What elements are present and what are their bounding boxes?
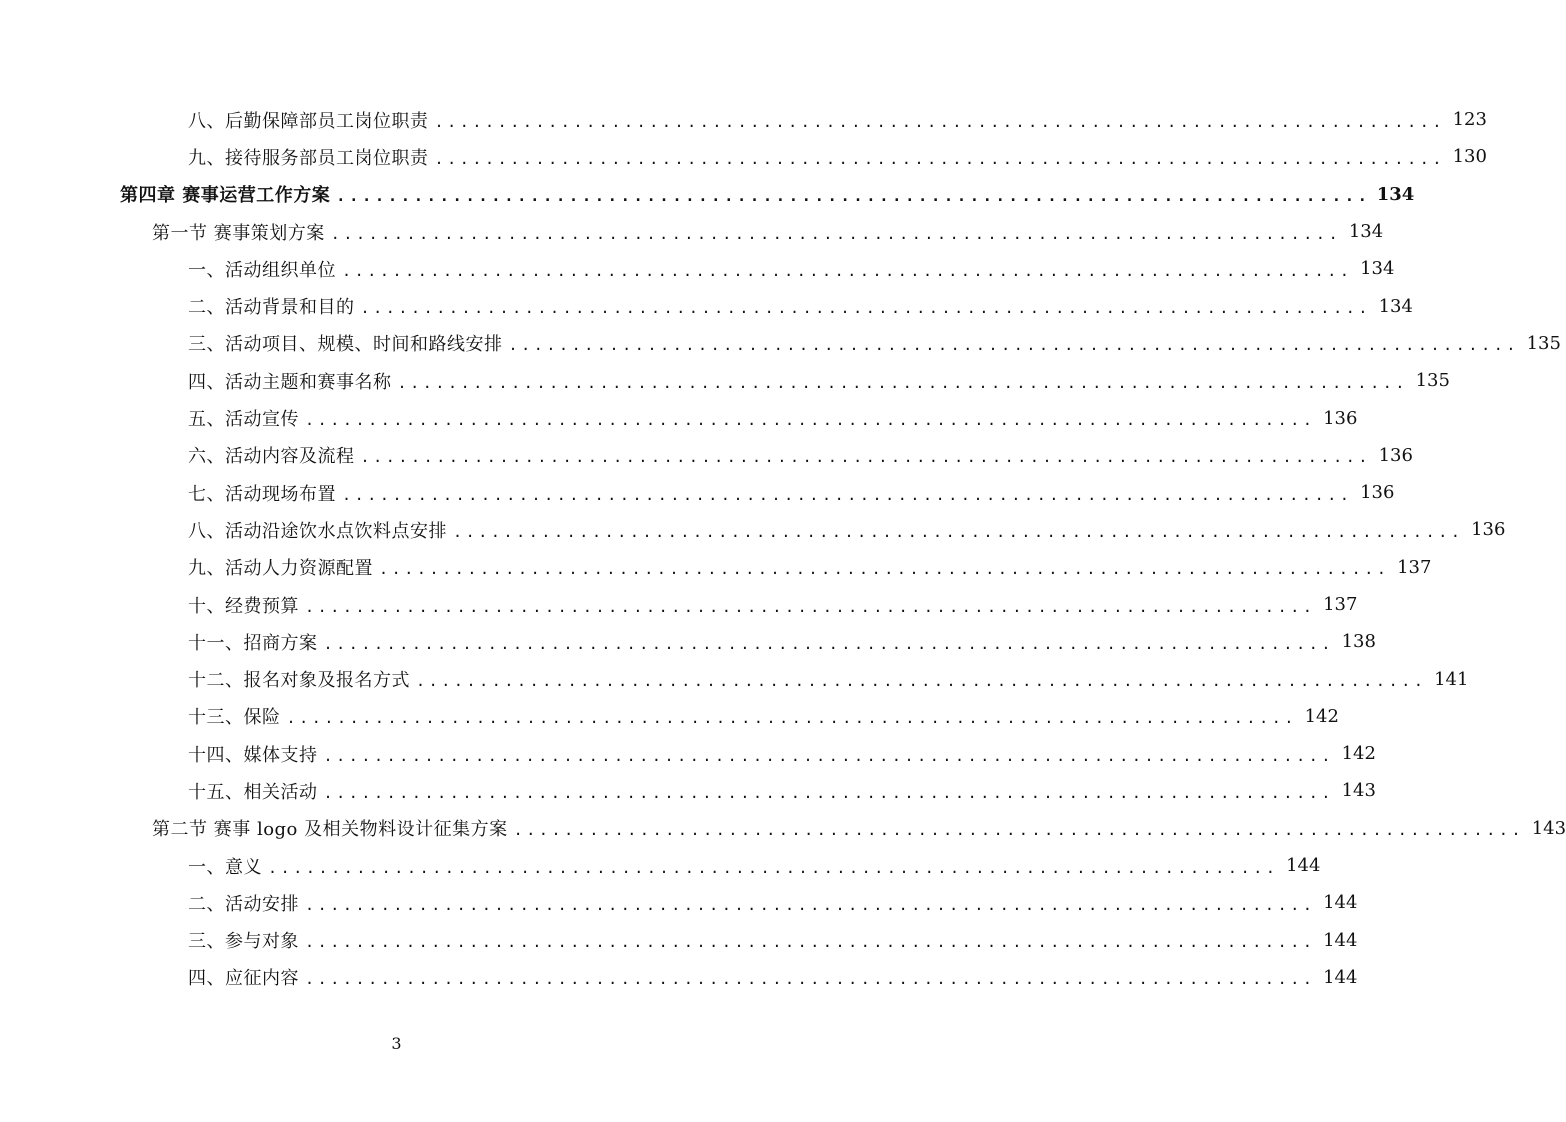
toc-entry[interactable]: [0, 325, 1561, 362]
toc-entry-title: 七、活动现场布置: [188, 483, 336, 505]
table-of-contents: [0, 101, 1566, 996]
toc-entry-title: 第二节 赛事 logo 及相关物料设计征集方案: [152, 819, 508, 841]
toc-entry[interactable]: [0, 287, 1413, 324]
toc-entry[interactable]: [0, 511, 1506, 548]
page-number: 3: [391, 1034, 402, 1053]
toc-dot-leader: ................................................................................: [360, 299, 1371, 318]
toc-entry[interactable]: [0, 847, 1321, 884]
toc-dot-leader: ................................................................................: [286, 709, 1297, 728]
toc-entry-title: 三、参与对象: [188, 931, 299, 953]
toc-entry[interactable]: [0, 586, 1358, 623]
toc-entry-title: 十二、报名对象及报名方式: [188, 670, 410, 692]
toc-dot-leader: ................................................................................: [342, 261, 1353, 280]
toc-entry-page: 135: [1526, 332, 1561, 354]
toc-dot-leader: ................................................................................: [513, 821, 1525, 840]
toc-entry[interactable]: [0, 213, 1384, 250]
toc-dot-leader: ................................................................................: [453, 522, 1464, 541]
toc-dot-leader: ................................................................................: [268, 858, 1279, 877]
toc-dot-leader: ................................................................................: [330, 224, 1342, 243]
toc-entry-page: 137: [1397, 556, 1432, 578]
toc-entry-page: 136: [1471, 519, 1506, 541]
toc-dot-leader: ................................................................................: [305, 895, 1316, 914]
toc-entry[interactable]: [0, 735, 1376, 772]
toc-dot-leader: ................................................................................: [305, 597, 1316, 616]
toc-entry[interactable]: [0, 474, 1395, 511]
toc-entry[interactable]: [0, 250, 1395, 287]
toc-entry[interactable]: [0, 698, 1339, 735]
toc-dot-leader: ................................................................................: [379, 560, 1390, 579]
toc-entry-title: 五、活动宣传: [188, 409, 299, 431]
toc-dot-leader: ................................................................................: [305, 411, 1316, 430]
toc-entry-page: 123: [1452, 109, 1487, 131]
toc-entry[interactable]: [0, 772, 1376, 809]
toc-entry[interactable]: [0, 660, 1469, 697]
toc-entry-page: 144: [1323, 929, 1358, 951]
toc-dot-leader: ................................................................................: [305, 970, 1316, 989]
toc-entry-page: 144: [1323, 892, 1358, 914]
toc-dot-leader: ................................................................................: [342, 485, 1353, 504]
toc-entry-page: 142: [1341, 743, 1376, 765]
toc-entry-page: 144: [1286, 855, 1321, 877]
toc-entry-title: 四、应征内容: [188, 968, 299, 990]
toc-entry-page: 136: [1378, 444, 1413, 466]
toc-entry-page: 134: [1376, 183, 1415, 205]
toc-entry-title: 十三、保险: [188, 707, 281, 729]
toc-dot-leader: ................................................................................: [323, 634, 1334, 653]
toc-entry-page: 134: [1348, 221, 1384, 243]
toc-entry-title: 八、后勤保障部员工岗位职责: [188, 110, 429, 132]
toc-entry-page: 138: [1341, 631, 1376, 653]
toc-dot-leader: ................................................................................: [434, 112, 1445, 131]
toc-entry-page: 134: [1378, 295, 1413, 317]
toc-entry-title: 第四章 赛事运营工作方案: [120, 185, 331, 207]
toc-entry-title: 九、活动人力资源配置: [188, 558, 373, 580]
toc-entry-page: 135: [1415, 370, 1450, 392]
toc-entry[interactable]: [0, 623, 1376, 660]
toc-dot-leader: ................................................................................: [508, 336, 1519, 355]
toc-entry-page: 136: [1323, 407, 1358, 429]
toc-entry-page: 142: [1304, 705, 1339, 727]
toc-dot-leader: ................................................................................: [416, 672, 1427, 691]
toc-entry[interactable]: [0, 922, 1358, 959]
toc-entry[interactable]: [0, 810, 1566, 847]
toc-entry-title: 十四、媒体支持: [188, 744, 318, 766]
toc-entry-title: 一、意义: [188, 856, 262, 878]
toc-entry-title: 二、活动背景和目的: [188, 297, 355, 319]
toc-entry-title: 二、活动安排: [188, 893, 299, 915]
toc-entry[interactable]: [0, 437, 1413, 474]
toc-entry-page: 136: [1360, 482, 1395, 504]
toc-dot-leader: ................................................................................: [336, 187, 1371, 206]
toc-entry[interactable]: [0, 549, 1432, 586]
toc-dot-leader: ................................................................................: [434, 149, 1445, 168]
toc-entry-title: 八、活动沿途饮水点饮料点安排: [188, 520, 447, 542]
toc-dot-leader: ................................................................................: [323, 746, 1334, 765]
toc-entry[interactable]: [0, 399, 1358, 436]
toc-entry-page: 130: [1452, 146, 1487, 168]
toc-entry-title: 九、接待服务部员工岗位职责: [188, 147, 429, 169]
toc-dot-leader: ................................................................................: [397, 373, 1408, 392]
toc-entry-title: 六、活动内容及流程: [188, 446, 355, 468]
toc-entry-title: 十、经费预算: [188, 595, 299, 617]
toc-entry-title: 四、活动主题和赛事名称: [188, 371, 392, 393]
toc-entry-page: 143: [1341, 780, 1376, 802]
toc-entry[interactable]: [0, 138, 1487, 175]
toc-entry-page: 143: [1531, 817, 1566, 839]
toc-dot-leader: ................................................................................: [360, 448, 1371, 467]
toc-entry-page: 144: [1323, 966, 1358, 988]
toc-dot-leader: ................................................................................: [323, 783, 1334, 802]
toc-entry-title: 十一、招商方案: [188, 632, 318, 654]
toc-entry[interactable]: [0, 959, 1358, 996]
toc-entry[interactable]: [0, 362, 1450, 399]
toc-entry-title: 一、活动组织单位: [188, 259, 336, 281]
toc-entry[interactable]: [0, 884, 1358, 921]
toc-entry-page: 137: [1323, 594, 1358, 615]
toc-entry-title: 十五、相关活动: [188, 781, 318, 803]
toc-entry[interactable]: [0, 176, 1415, 213]
toc-entry-page: 134: [1360, 258, 1395, 280]
toc-entry-title: 三、活动项目、规模、时间和路线安排: [188, 334, 503, 356]
toc-entry-page: 141: [1434, 668, 1469, 690]
toc-dot-leader: ................................................................................: [305, 933, 1316, 952]
toc-entry[interactable]: [0, 101, 1487, 138]
toc-entry-title: 第一节 赛事策划方案: [152, 222, 325, 244]
